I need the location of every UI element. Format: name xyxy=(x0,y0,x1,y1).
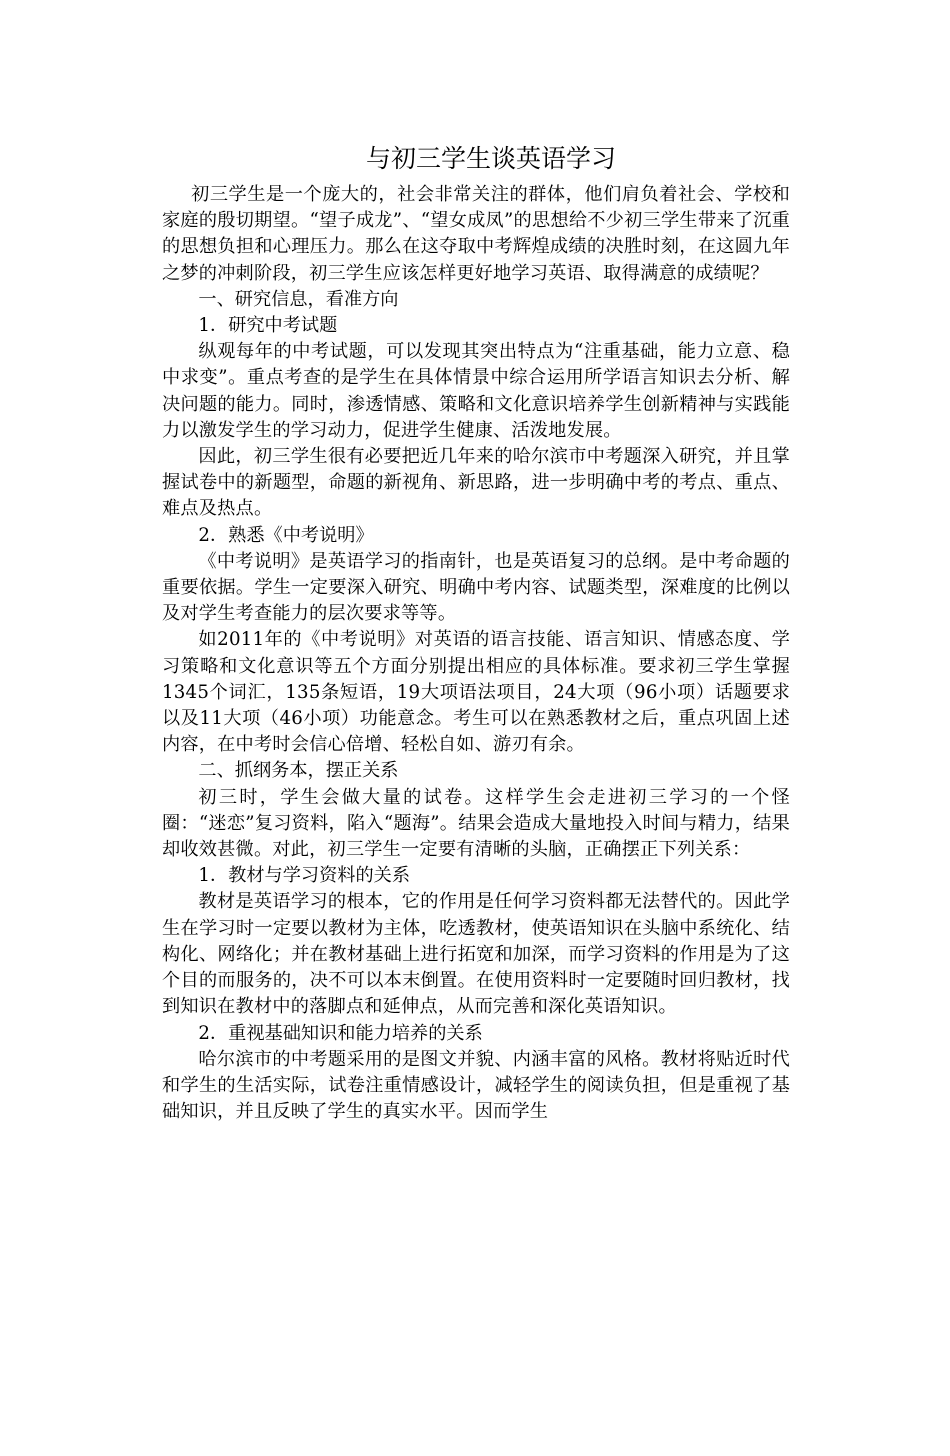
section-heading: 二、抓纲务本，摆正关系 xyxy=(198,760,399,782)
section-heading: 2．重视基础知识和能力培养的关系 xyxy=(198,1022,483,1044)
paragraph: 因此，初三学生很有必要把近几年来的哈尔滨市中考题深入研究，并且掌握试卷中的新题型，命题的新视角、新思路，进一步明确中考的考点、重点、难点及热点。 xyxy=(162,446,790,520)
paragraph: 初三时，学生会做大量的试卷。这样学生会走进初三学习的一个怪圈：“迷恋”复习资料，陷入“题海”。结果会造成大量地投入时间与精力，结果却收效甚微。对此，初三学生一定要有清晰的头脑，正确摆正下列关系： xyxy=(162,786,790,861)
section-heading: 1．教材与学习资料的关系 xyxy=(198,865,411,887)
paragraph: 哈尔滨市的中考题采用的是图文并貌、内涵丰富的风格。教材将贴近时代和学生的生活实际，试卷注重情感设计，减轻学生的阅读负担，但是重视了基础知识，并且反映了学生的真实水平。因而学生 xyxy=(162,1048,790,1123)
paragraph: 如2011年的《中考说明》对英语的语言技能、语言知识、情感态度、学习策略和文化意识等五个方面分别提出相应的具体标准。要求初三学生掌握1345个词汇，135条短语，19大项语法项目，24大项（96小项）话题要求以及11大项（46小项）功能意念。考生可以在熟悉教材之后，重点巩固上述内容，在中考时会信心倍增、轻松自如、游刃有余。 xyxy=(162,629,790,756)
paragraph: 教材是英语学习的根本，它的作用是任何学习资料都无法替代的。因此学生在学习时一定要以教材为主体，吃透教材，使英语知识在头脑中系统化、结构化、网络化；并在教材基础上进行拓宽和加深，而学习资料的作用是为了这个目的而服务的，决不可以本末倒置。在使用资料时一定要随时回归教材，找到知识在教材中的落脚点和延伸点，从而完善和深化英语知识。 xyxy=(162,891,790,1018)
section-heading: 一、研究信息，看准方向 xyxy=(198,288,399,310)
document-title: 与初三学生谈英语学习 xyxy=(365,144,616,173)
document-body xyxy=(162,182,790,1125)
paragraph: 纵观每年的中考试题，可以发现其突出特点为“注重基础，能力立意、稳中求变”。重点考查的是学生在具体情景中综合运用所学语言知识去分析、解决问题的能力。同时，渗透情感、策略和文化意识培养学生创新精神与实践能力以激发学生的学习动力，促进学生健康、活泼地发展。 xyxy=(162,341,790,441)
document-page xyxy=(162,140,790,1125)
paragraph: 初三学生是一个庞大的，社会非常关注的群体，他们肩负着社会、学校和家庭的殷切期望。“望子成龙”、“望女成凤”的思想给不少初三学生带来了沉重的思想负担和心理压力。那么在这夺取中考辉煌成绩的决胜时刻，在这圆九年之梦的冲刺阶段，初三学生应该怎样更好地学习英语、取得满意的成绩呢？ xyxy=(162,184,790,284)
section-heading: 1．研究中考试题 xyxy=(198,315,338,337)
section-heading: 2．熟悉《中考说明》 xyxy=(198,524,374,546)
paragraph: 《中考说明》是英语学习的指南针，也是英语复习的总纲。是中考命题的重要依据。学生一定要深入研究、明确中考内容、试题类型，深难度的比例以及对学生考查能力的层次要求等等。 xyxy=(162,550,790,625)
